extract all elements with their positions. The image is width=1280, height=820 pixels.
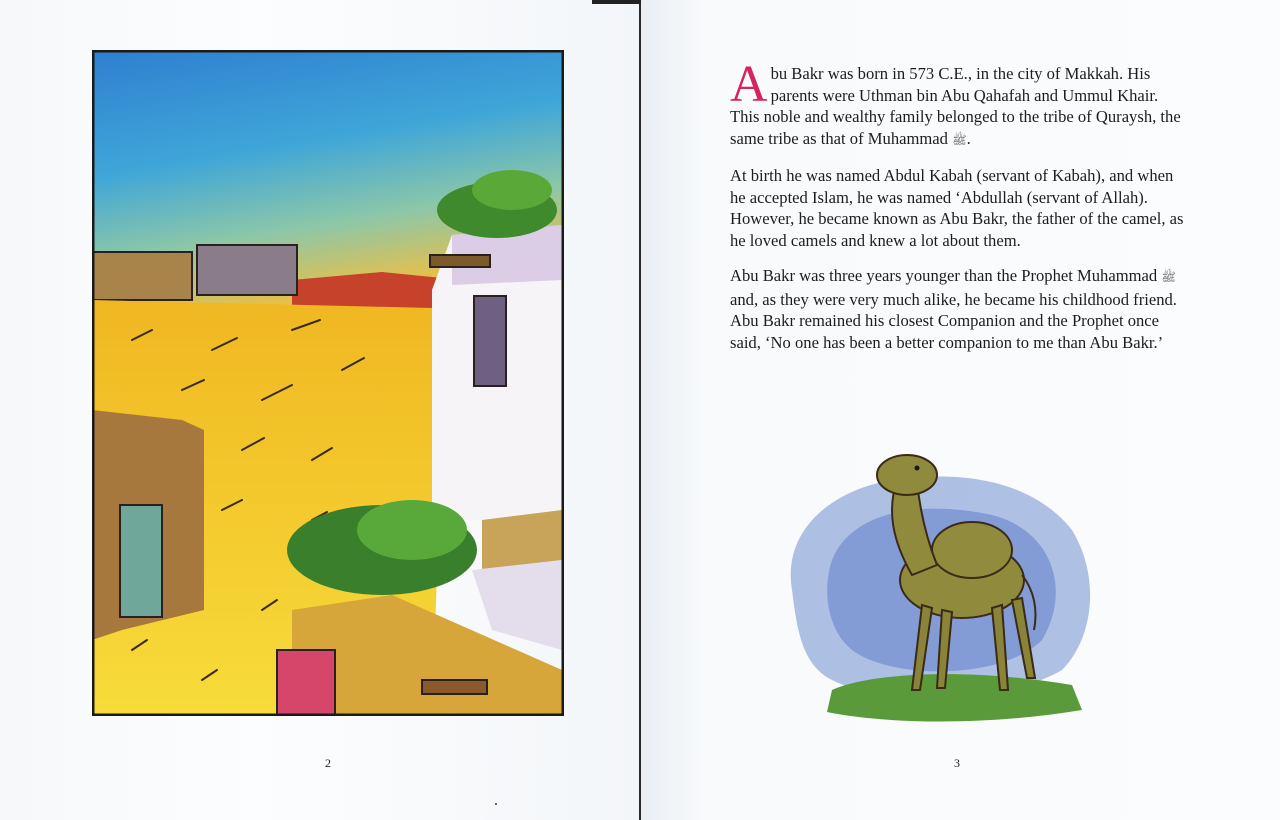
page-number-right: 3	[954, 756, 960, 770]
drop-cap: A	[730, 56, 768, 113]
paragraph-2: At birth he was named Abdul Kabah (servant of Kabah), and when he accepted Islam, he was named ‘Abdullah (servant of Allah). However, he became known as Abu Bakr, the father of the camel, as he loved camels and knew a lot about them.	[730, 166, 1184, 250]
paragraph-3-lead: Abu Bakr was three years younger than the Prophet Muhammad	[730, 266, 1162, 285]
paragraph-1	[730, 56, 1190, 151]
paragraph-1-lead: bu Bakr was born in 573 C.E., in the city of Makkah. His parents were Uthman bin Abu Qahafah and Ummul Khair. This noble and wealthy family belonged to the tribe of Quraysh, the same tribe as that of Muhammad	[730, 64, 1181, 148]
camel-illustration	[772, 440, 1112, 730]
honorific-1: ﷺ	[952, 132, 967, 147]
paragraph-3-tail: and, as they were very much alike, he became his childhood friend. Abu Bakr remained his closest Companion and the Prophet once said, ‘No one has been a better companion to me than Abu Bakr.’	[730, 289, 1177, 352]
village-street-illustration	[92, 50, 564, 716]
page-speck	[495, 803, 497, 805]
paragraph-3	[730, 265, 1190, 353]
body-text	[730, 56, 1190, 367]
page-number-left: 2	[325, 756, 331, 770]
honorific-2: ﷺ	[1161, 270, 1176, 284]
paragraph-1-tail: .	[966, 128, 971, 148]
